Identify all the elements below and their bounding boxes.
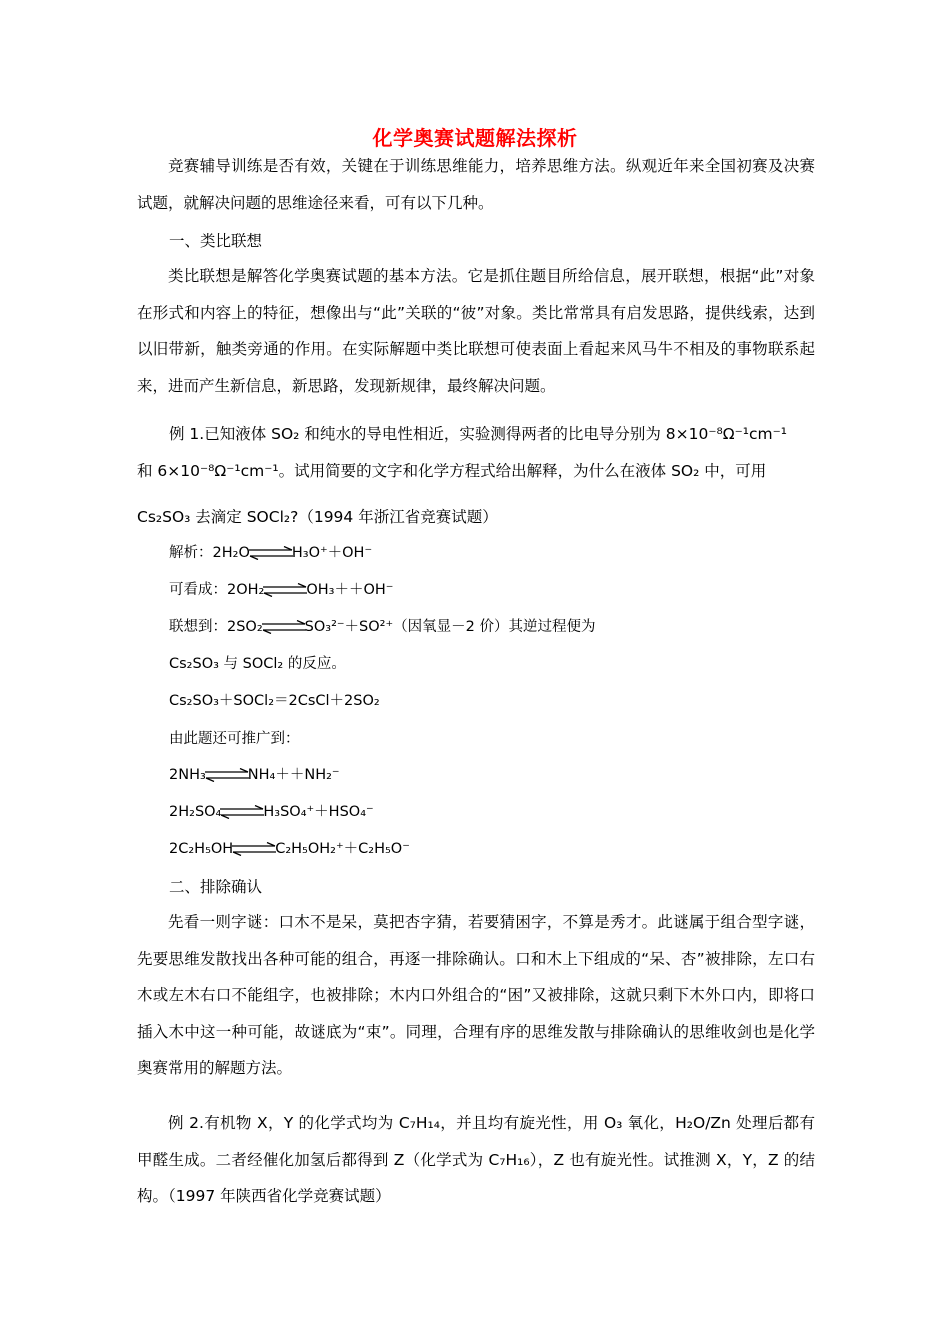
associate-label: 联想到： [169,619,227,635]
section2-heading: 二、排除确认 [169,878,263,896]
section1-text: 类比联想是解答化学奥赛试题的基本方法。它是抓住题目所给信息，展开联想，根据“此”对象在形式和内容上的特征，想像出与“此”关联的“彼”对象。类比常常具有启发思路，提供线索，达到以旧带新，触类旁通的作用。在实际解题中类比联想可使表面上看起来风马牛不相及的事物联系起来，进而产生新信息，新思路，发现新规律，最终解决问题。 [137,267,815,395]
example2-text: 例 2.有机物 X，Y 的化学式均为 C₇H₁₄，并且均有旋光性，用 O₃ 氧化，H₂O/Zn 处理后都有甲醛生成。二者经催化加氢后都得到 Z（化学式为 C₇H₁₆），Z 也有旋光性。试推测 X，Y，Z 的结构。（1997 年陕西省化学竞赛试题） [137,1114,815,1205]
eq3-left: 2SO₂ [227,619,263,635]
eq4-left: 2NH₃ [169,767,206,783]
eq3-right: SO₃²⁻＋SO²⁺（因氧显－2 价）其逆过程便为 [304,619,596,635]
equation-3 [169,617,595,637]
section1-paragraph [137,258,815,404]
example2-paragraph [137,1105,815,1215]
eq1-right: H₃O⁺＋OH⁻ [291,545,373,561]
intro-paragraph [137,148,815,221]
example1-line1: 例 1.已知液体 SO₂ 和纯水的导电性相近，实验测得两者的比电导分别为 8×10⁻⁸Ω⁻¹cm⁻¹ [169,425,787,443]
eq5-left: 2H₂SO₄ [169,804,222,820]
eq1-left: 2H₂O [212,545,250,561]
section1-heading: 一、类比联想 [169,232,263,250]
equilibrium-arrow-icon [262,583,308,597]
eq2-right: OH₃＋＋OH⁻ [306,582,394,598]
eq5-right: H₃SO₄⁺＋HSO₄⁻ [263,804,374,820]
eq4-right: NH₄＋＋NH₂⁻ [247,767,340,783]
example1-line3: Cs₂SO₃ 去滴定 SOCl₂?（1994 年浙江省竞赛试题） [137,508,498,526]
document-title: 化学奥赛试题解法探析 [372,126,578,150]
eq6-left: 2C₂H₅OH [169,841,234,857]
equation-1 [169,543,372,563]
view-as-label: 可看成： [169,582,227,598]
equilibrium-arrow-icon [231,842,277,856]
equation-4 [169,765,340,785]
equilibrium-arrow-icon [204,768,250,782]
equation-6 [169,839,410,859]
section2-text: 先看一则字谜：口木不是呆，莫把杏字猜，若要猜困字，不算是秀才。此谜属于组合型字谜，先要思维发散找出各种可能的组合，再逐一排除确认。口和木上下组成的“呆、杏”被排除，左口右木或左木右口不能组字，也被排除；木内口外组合的“困”又被排除，这就只剩下木外口内，即将口插入木中这一种可能，故谜底为“束”。同理，合理有序的思维发散与排除确认的思维收剑也是化学奥赛常用的解题方法。 [137,913,815,1077]
example1-line2: 和 6×10⁻⁸Ω⁻¹cm⁻¹。试用简要的文字和化学方程式给出解释，为什么在液体 SO₂ 中，可用 [137,462,767,480]
intro-text: 竞赛辅导训练是否有效，关键在于训练思维能力，培养思维方法。纵观近年来全国初赛及决赛试题，就解决问题的思维途径来看，可有以下几种。 [137,157,815,212]
equation-5 [169,802,374,822]
equation-2 [169,580,393,600]
analysis-label: 解析： [169,545,213,561]
reaction-equation: Cs₂SO₃＋SOCl₂＝2CsCl＋2SO₂ [169,693,380,709]
equilibrium-arrow-icon [248,546,294,560]
eq2-left: 2OH₂ [227,582,265,598]
generalize-line: 由此题还可推广到： [169,731,300,747]
section2-paragraph [137,904,815,1087]
equilibrium-arrow-icon [219,805,265,819]
analysis-line4: Cs₂SO₃ 与 SOCl₂ 的反应。 [169,656,346,672]
equilibrium-arrow-icon [261,620,307,634]
eq6-right: C₂H₅OH₂⁺＋C₂H₅O⁻ [275,841,410,857]
